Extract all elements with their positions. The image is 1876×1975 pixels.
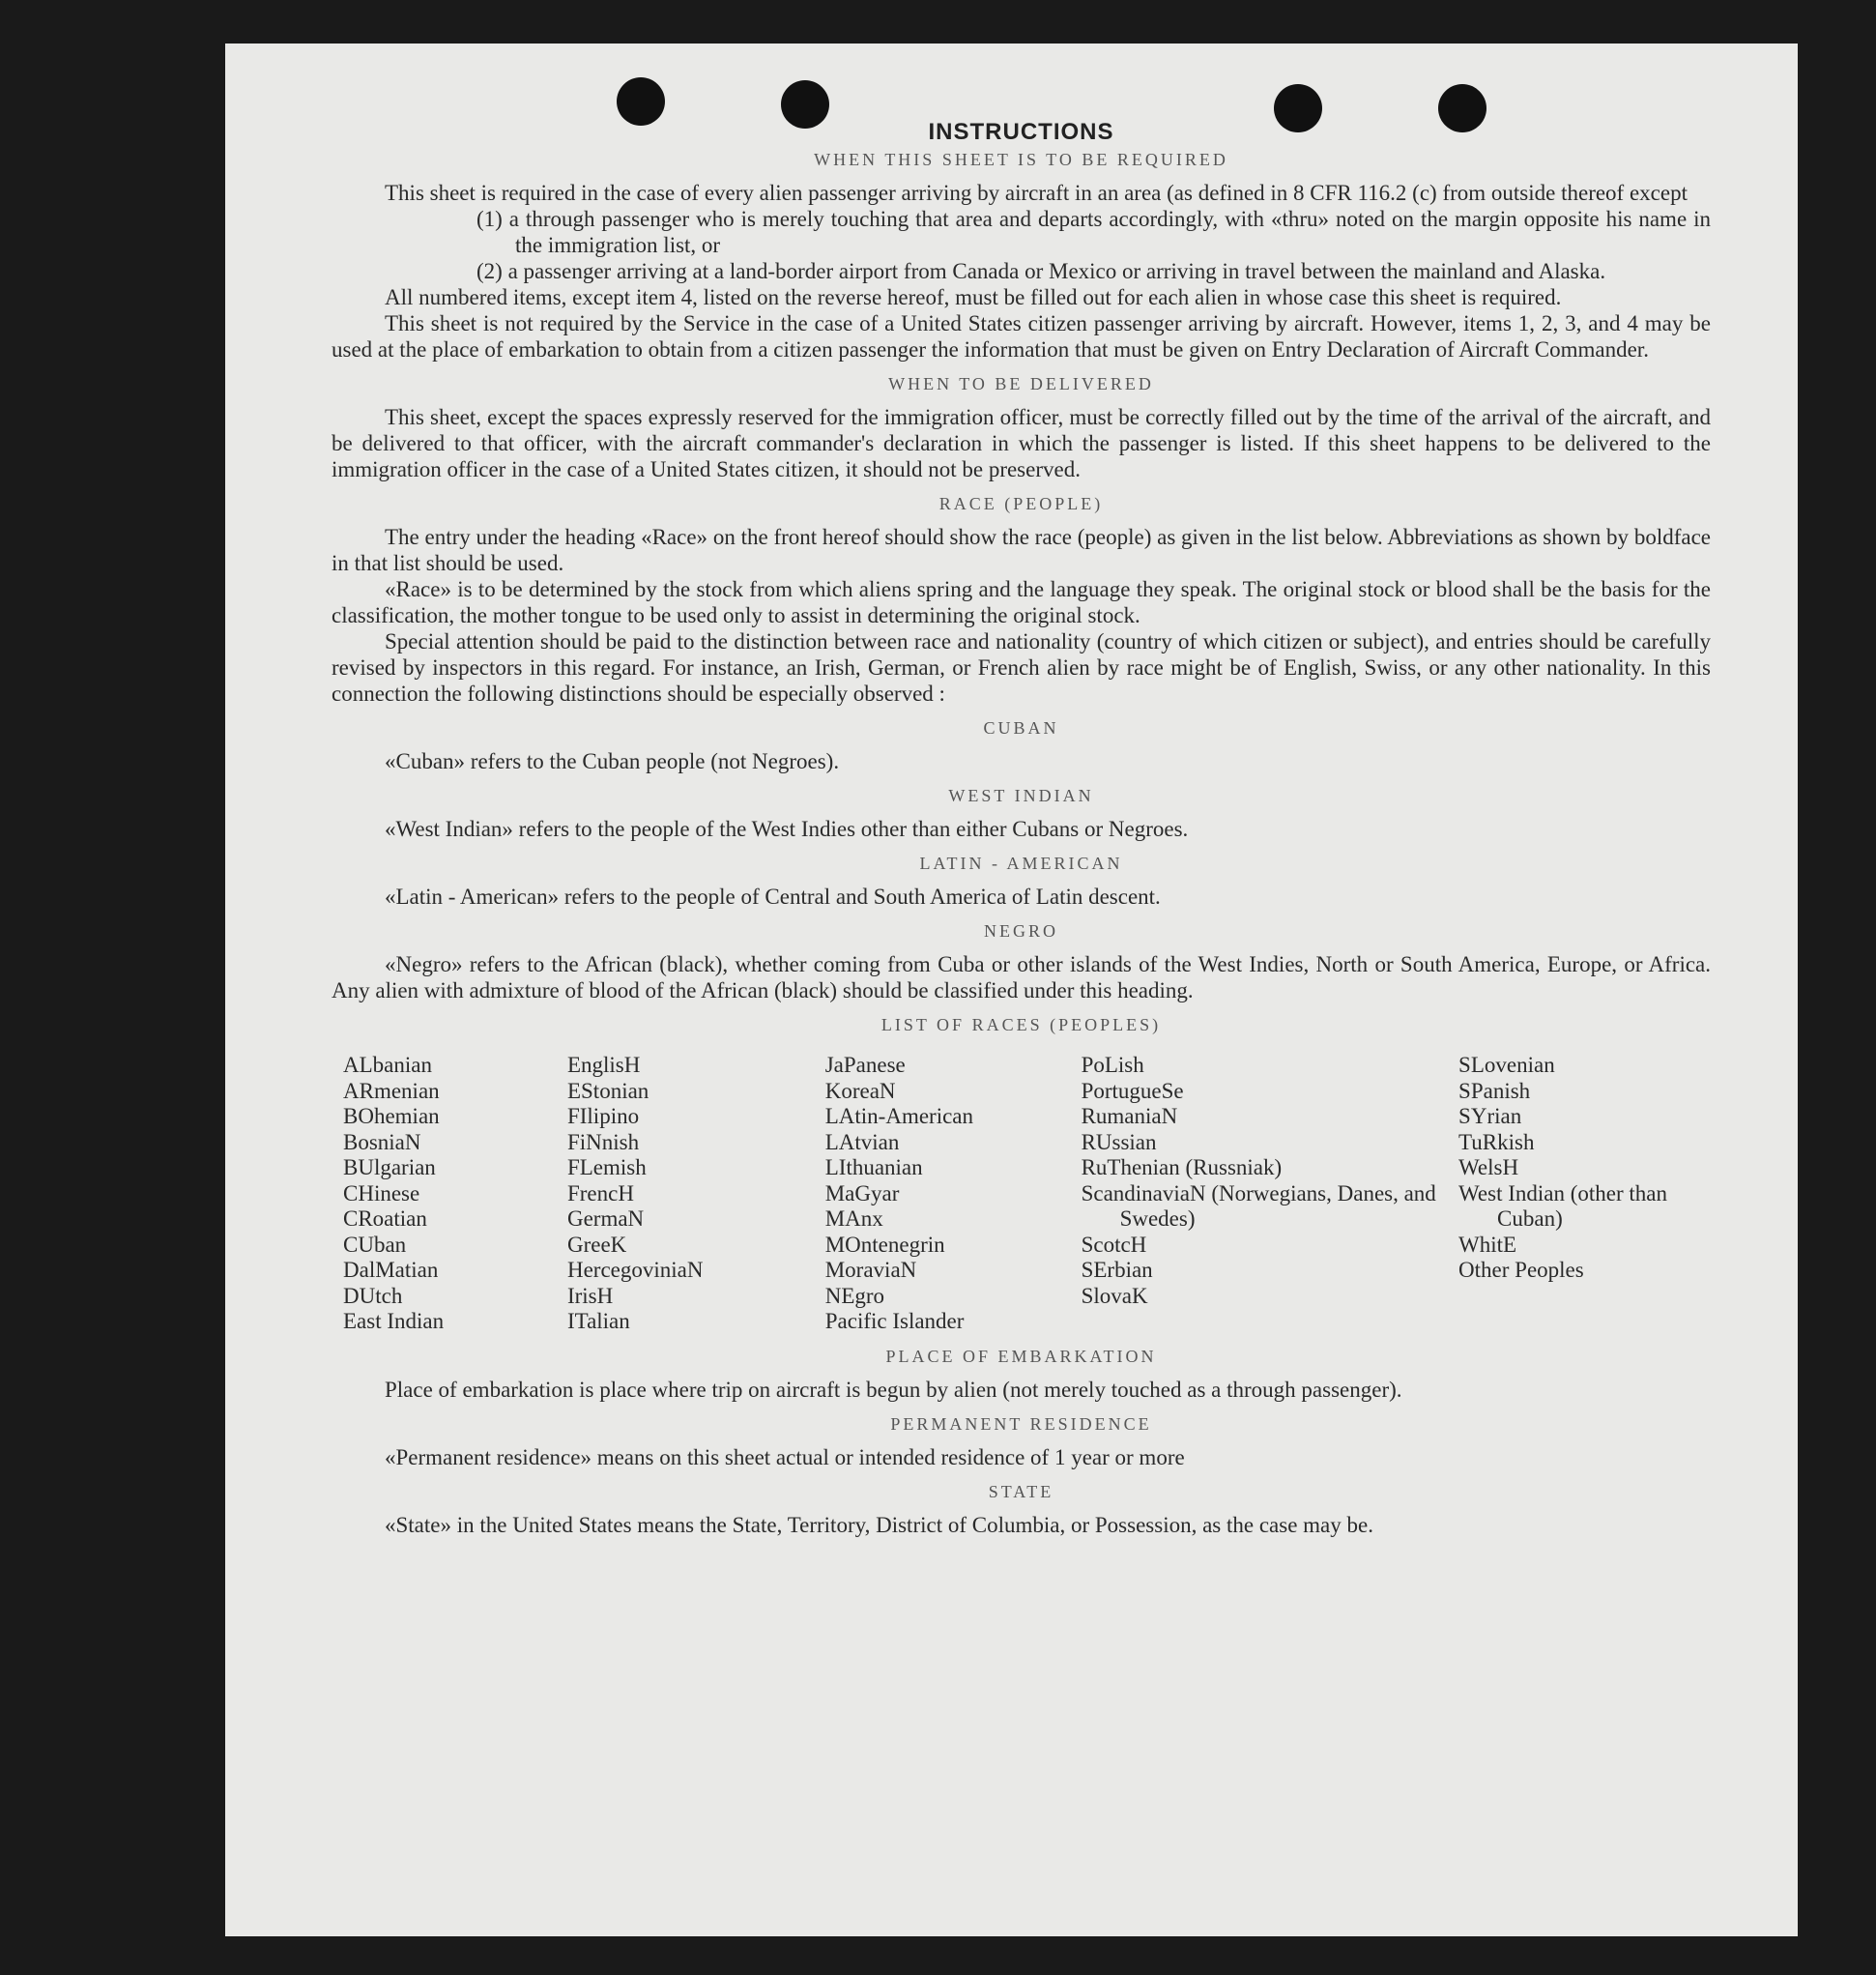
race-item: ALbanian [343, 1053, 432, 1077]
required-paragraph-3: This sheet is not required by the Service in the case of a United States citizen passenger arriving by aircraft. However, items 1, 2, 3, and 4 may be used at the place of embarkation to obtain from a citizen passenger the information that must be given on Entry Declaration of Aircraft Commander. [332, 311, 1711, 362]
heading-permanent-residence: PERMANENT RESIDENCE [890, 1413, 1152, 1434]
race-item: EStonian [566, 1078, 649, 1103]
race-item: CHinese [343, 1180, 420, 1205]
race-item: ITalian [566, 1309, 630, 1333]
race-item: NEgro [824, 1283, 885, 1308]
race-item: LAtin-American [824, 1104, 974, 1128]
west-indian-paragraph: «West Indian» refers to the people of the West Indies other than either Cubans or Negroes. [385, 817, 1189, 841]
race-item: East Indian [343, 1309, 445, 1333]
required-item-2: (2) a passenger arriving at a land-border airport from Canada or Mexico or arriving in travel between the mainland and Alaska. [476, 259, 1606, 283]
punch-hole-2 [781, 80, 829, 129]
race-paragraph-3: Special attention should be paid to the distinction between race and nationality (country of which citizen or subject), and entries should be carefully revised by inspectors in this regard. For instance, an Irish, German, or French alien by race might be of English, Swiss, or any other nationality. In this connection the following distinctions should be especially observed : [332, 629, 1711, 706]
race-item: CUban [343, 1232, 407, 1257]
latin-american-paragraph: «Latin - American» refers to the people of Central and South America of Latin descent. [385, 885, 1161, 909]
race-item: LAtvian [824, 1129, 900, 1154]
race-item: FiNnish [566, 1129, 640, 1154]
heading-negro: NEGRO [984, 921, 1058, 941]
race-item: MAnx [824, 1206, 883, 1231]
race-item: Pacific Islander [824, 1309, 965, 1333]
race-item: ScandinaviaN (Norwegians, Danes, and Swedes) [1081, 1180, 1436, 1231]
race-item: RUssian [1081, 1129, 1157, 1154]
punch-hole-3 [1274, 84, 1322, 132]
heading-embarkation: PLACE OF EMBARKATION [885, 1346, 1157, 1366]
race-paragraph-2: «Race» is to be determined by the stock from which aliens spring and the language they speak. The original stock or blood shall be the basis for the classification, the mother tongue to be used only to assist in determining the original stock. [332, 577, 1711, 627]
race-item: EnglisH [566, 1053, 641, 1077]
race-item: SYrian [1458, 1104, 1522, 1128]
punch-hole-4 [1438, 84, 1486, 132]
race-item: SlovaK [1081, 1283, 1148, 1308]
state-paragraph: «State» in the United States means the State, Territory, District of Columbia, or Possession, as the case may be. [385, 1512, 1373, 1537]
heading-cuban: CUBAN [983, 718, 1059, 738]
heading-latin-american: LATIN - AMERICAN [919, 854, 1123, 873]
race-paragraph-1: The entry under the heading «Race» on the front hereof should show the race (people) as given in the list below. Abbreviations as shown by boldface in that list should be used. [332, 525, 1711, 575]
race-item: LIthuanian [824, 1155, 923, 1179]
races-column-2 [567, 1053, 825, 1335]
race-item: WelsH [1458, 1155, 1519, 1179]
embarkation-paragraph: Place of embarkation is place where trip on aircraft is begun by alien (not merely touched as a through passenger). [385, 1377, 1402, 1402]
race-item: West Indian (other than Cuban) [1458, 1180, 1667, 1231]
race-item: ScotcH [1081, 1232, 1147, 1257]
heading-required: WHEN THIS SHEET IS TO BE REQUIRED [814, 150, 1228, 169]
race-item: RuThenian (Russniak) [1081, 1155, 1283, 1179]
race-item: BOhemian [343, 1104, 440, 1128]
required-item-1: (1) a through passenger who is merely touching that area and departs accordingly, with «thru» noted on the margin opposite his name in the immigration list, or [476, 207, 1711, 257]
races-column-5 [1458, 1053, 1711, 1335]
required-paragraph-2: All numbered items, except item 4, listed on the reverse hereof, must be filled out for each alien in whose case this sheet is required. [385, 285, 1562, 309]
residence-paragraph: «Permanent residence» means on this sheet actual or intended residence of 1 year or more [385, 1444, 1185, 1469]
race-item: SErbian [1081, 1258, 1153, 1282]
race-item: RumaniaN [1081, 1104, 1178, 1128]
race-item: BUlgarian [343, 1155, 436, 1179]
race-item: BosniaN [343, 1129, 421, 1154]
race-item: MOntenegrin [824, 1232, 945, 1257]
race-item: IrisH [566, 1283, 614, 1308]
race-item: CRoatian [343, 1206, 427, 1231]
races-column-4 [1082, 1053, 1458, 1335]
heading-west-indian: WEST INDIAN [948, 786, 1094, 805]
heading-race: RACE (PEOPLE) [938, 494, 1104, 513]
race-item: PortugueSe [1081, 1078, 1184, 1103]
race-item: Other Peoples [1458, 1258, 1584, 1282]
heading-state: STATE [988, 1481, 1054, 1501]
race-item: KoreaN [824, 1078, 896, 1103]
punch-hole-1 [617, 77, 665, 126]
negro-paragraph: «Negro» refers to the African (black), whether coming from Cuba or other islands of the West Indies, North or South America, Europe, or Africa. Any alien with admixture of blood of the African (black) should be classified under this heading. [332, 952, 1711, 1002]
race-item: WhitE [1458, 1232, 1517, 1257]
races-column-3 [825, 1053, 1082, 1335]
race-item: GreeK [566, 1232, 627, 1257]
races-column-1 [343, 1053, 567, 1335]
delivered-paragraph: This sheet, except the spaces expressly reserved for the immigration officer, must be correctly filled out by the time of the arrival of the aircraft, and be delivered to that officer, with the aircraft commander's declaration in which the passenger is listed. If this sheet happens to be delivered to the immigration officer in the case of a United States citizen, it should not be preserved. [332, 405, 1711, 481]
race-item: SPanish [1458, 1078, 1531, 1103]
race-item: FLemish [566, 1155, 647, 1179]
race-item: SLovenian [1458, 1053, 1555, 1077]
heading-list-of-races: LIST OF RACES (PEOPLES) [880, 1015, 1162, 1034]
race-item: PoLish [1081, 1053, 1144, 1077]
race-item: TuRkish [1458, 1129, 1535, 1154]
cuban-paragraph: «Cuban» refers to the Cuban people (not Negroes). [385, 749, 840, 773]
required-paragraph-1: This sheet is required in the case of every alien passenger arriving by aircraft in an area (as defined in 8 CFR 116.2 (c) from outside thereof except [385, 181, 1688, 205]
race-item: FIlipino [566, 1104, 640, 1128]
page-title: INSTRUCTIONS [928, 119, 1114, 145]
race-item: JaPanese [824, 1053, 906, 1077]
race-item: DalMatian [343, 1258, 439, 1282]
race-item: MoraviaN [824, 1258, 917, 1282]
race-item: FrencH [566, 1180, 634, 1205]
race-item: ARmenian [343, 1078, 440, 1103]
race-item: HercegoviniaN [566, 1258, 704, 1282]
races-list [343, 1053, 1711, 1335]
document-page [225, 44, 1798, 1936]
heading-delivered: WHEN TO BE DELIVERED [888, 374, 1154, 393]
race-item: MaGyar [824, 1180, 900, 1205]
race-item: GermaN [566, 1206, 645, 1231]
race-item: DUtch [343, 1283, 403, 1308]
